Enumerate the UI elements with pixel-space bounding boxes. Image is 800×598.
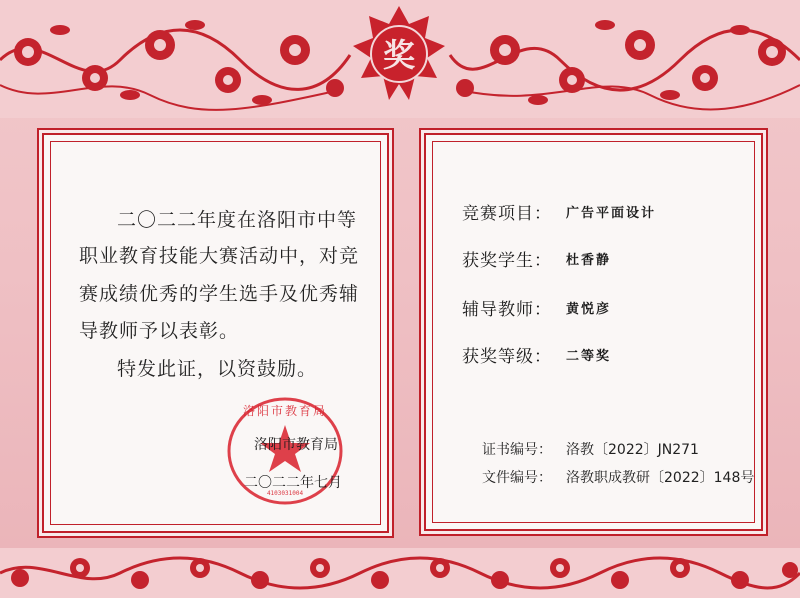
seal-number: 4103031004 xyxy=(266,490,304,497)
issue-date: 二〇二二年七月 xyxy=(244,475,342,491)
competition-label: 竞赛项目： xyxy=(462,204,552,224)
student-label: 获奖学生： xyxy=(462,251,552,271)
commendation-line-1: 二〇二二年度在洛阳市中等 xyxy=(117,209,358,231)
competition-value: 广告平面设计 xyxy=(566,206,657,221)
certificate-number: 洛教〔2022〕JN271 xyxy=(566,442,699,458)
commendation-line-5: 特发此证，以资鼓励。 xyxy=(117,358,318,380)
certificate-number-label: 证书编号： xyxy=(482,442,552,458)
award-level-value: 二等奖 xyxy=(566,349,612,364)
award-emblem-icon xyxy=(353,6,445,102)
award-details-panel xyxy=(424,133,763,531)
bottom-ornament-border xyxy=(0,548,800,598)
commendation-line-4: 导教师予以表彰。 xyxy=(79,320,240,342)
issuer-name: 洛阳市教育局 xyxy=(254,437,338,453)
seal-text: 洛阳市教育局 xyxy=(242,404,328,418)
instructor-value: 黄悦彦 xyxy=(566,302,612,317)
commendation-line-2: 职业教育技能大赛活动中，对竞 xyxy=(79,245,360,267)
document-number-label: 文件编号： xyxy=(482,470,552,486)
instructor-label: 辅导教师： xyxy=(462,300,552,320)
document-number: 洛教职成教研〔2022〕148号 xyxy=(566,470,755,486)
student-value: 杜香静 xyxy=(566,253,612,268)
emblem-char: 奖 xyxy=(382,36,416,74)
award-level-label: 获奖等级： xyxy=(462,347,552,367)
commendation-line-3: 赛成绩优秀的学生选手及优秀辅 xyxy=(79,283,360,305)
